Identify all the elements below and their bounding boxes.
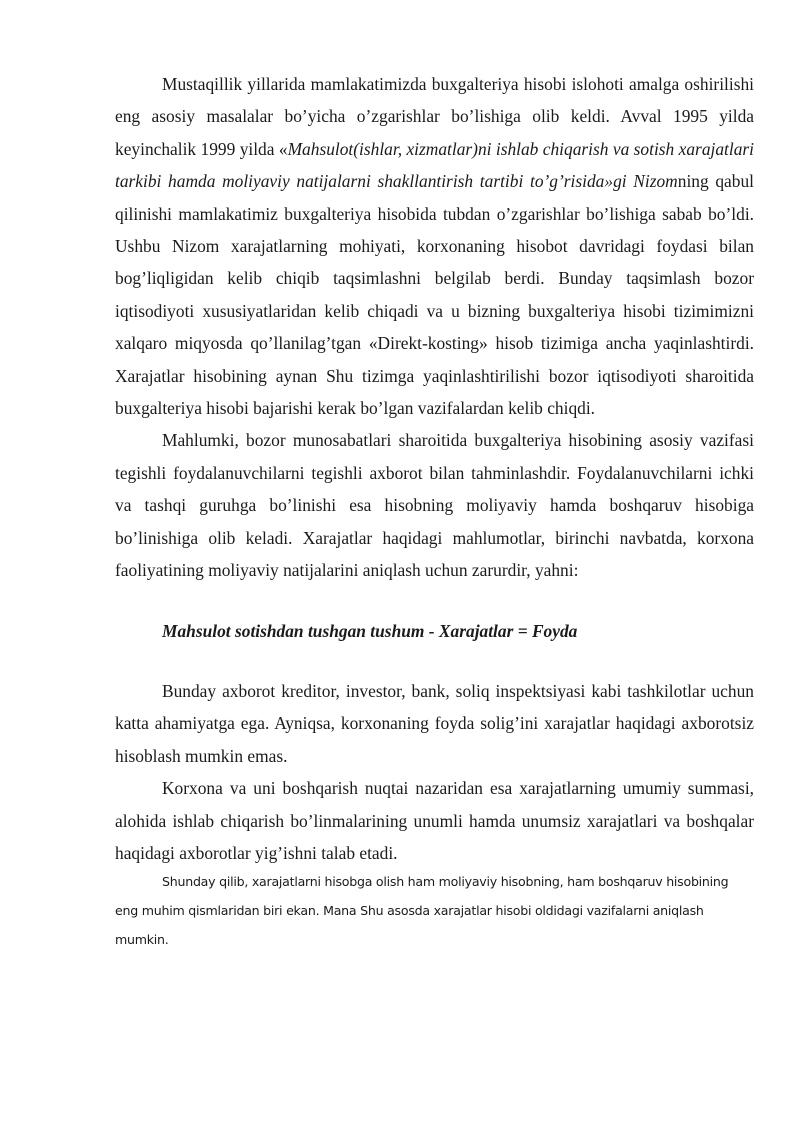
- document-body: [115, 68, 754, 954]
- paragraph-text: Mustaqillik yillarida mamlakatimizda buxgalteriya hisobi islohoti amalga oshirilishi eng asosiy masalalar bo’yicha o’zgarishlar bo’lishiga olib keldi. Avval 1995 yilda keyinchalik 1999 yilda «: [115, 74, 754, 159]
- paragraph-management-view: Korxona va uni boshqarish nuqtai nazaridan esa xarajatlarning umumiy summasi, alohida ishlab chiqarish bo’linmalarining unumli hamda unumsiz xarajatlari va boshqalar haqidagi axborotlar yig’ishni talab etadi.: [115, 778, 754, 863]
- paragraph-nizom-history: [115, 68, 754, 424]
- paragraph-external-users: Bunday axborot kreditor, investor, bank, soliq inspektsiyasi kabi tashkilotlar uchun katta ahamiyatga ega. Ayniqsa, korxonaning foyda solig’ini xarajatlar haqidagi axborotsiz hisoblash mumkin emas.: [115, 680, 754, 766]
- profit-formula: Mahsulot sotishdan tushgan tushum - Xarajatlar = Foyda: [162, 620, 578, 641]
- paragraph-conclusion: Shunday qilib, xarajatlarni hisobga olish ham moliyaviy hisobning, ham boshqaruv hisobining eng muhim qismlaridan biri ekan. Mana Shu asosda xarajatlar hisobi oldidagi vazifalarni aniqlash mumkin.: [115, 874, 729, 948]
- paragraph-text: ning qabul qilinishi mamlakatimiz buxgalteriya hisobida tubdan o’zgarishlar bo’lishiga sabab bo’ldi. Ushbu Nizom xarajatlarning mohiyati, korxonaning hisobot davridagi foydasi bilan bog’liqligidan kelib chiqib taqsimlashni belgilab berdi. Bunday taqsimlash bozor iqtisodiyoti xususiyatlaridan kelib chiqadi va u bizning buxgalteriya hisobi tizimimizni xalqaro miqyosda qo’llanilag’tgan «Direkt-kosting» hisob tizimiga ancha yaqinlashtirdi. Xarajatlar hisobining aynan Shu tizimga yaqinlashtirilishi bozor iqtisodiyoti sharoitida buxgalteriya hisobi bajarishi kerak bo’lgan vazifalardan kelib chiqdi.: [115, 171, 754, 419]
- nizom-title: Mahsulot(ishlar, xizmatlar)ni ishlab chiqarish va sotish xarajatlari tarkibi hamda moliyaviy natijalarni shakllantirish tartibi to’g’risida»gi Nizom: [115, 138, 755, 192]
- paragraph-accounting-tasks: Mahlumki, bozor munosabatlari sharoitida buxgalteriya hisobining asosiy vazifasi tegishli foydalanuvchilarni tegishli axborot bilan tahminlashdir. Foydalanuvchilarni ichki va tashqi guruhga bo’linishi esa hisobning moliyaviy hamda boshqaruv hisobiga bo’linishiga olib keladi. Xarajatlar haqidagi mahlumotlar, birinchi navbatda, korxona faoliyatining moliyaviy natijalarini aniqlash uchun zarurdir, yahni:: [115, 430, 754, 581]
